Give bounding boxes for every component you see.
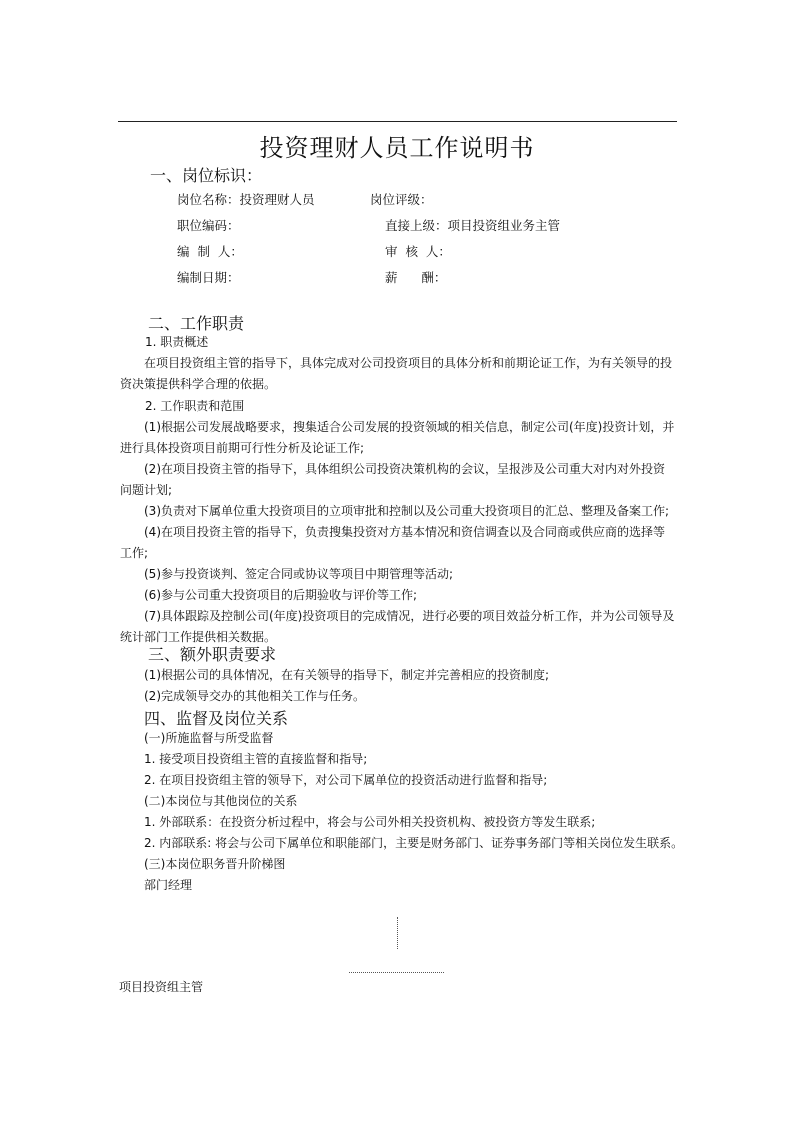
- section4-heading: 四、监督及岗位关系: [144, 709, 289, 728]
- overview-title: 1. 职责概述: [145, 335, 209, 349]
- relation-line: 1. 接受项目投资组主管的直接监督和指导;: [144, 752, 368, 766]
- extra-item: (2)完成领导交办的其他相关工作与任务。: [144, 689, 365, 703]
- scope-title: 2. 工作职责和范围: [145, 399, 245, 413]
- field-reviewer: 审 核 人：: [385, 244, 451, 259]
- overview-text: 在项目投资组主管的指导下，具体完成对公司投资项目的具体分析和前期论证工作，为有关领导的投资决策提供科学合理的依据。: [120, 356, 673, 391]
- duty-item: (7)具体跟踪及控制公司(年度)投资项目的完成情况，进行必要的项目效益分析工作，并为公司领导及统计部门工作提供相关数据。: [120, 609, 675, 644]
- document-title: 投资理财人员工作说明书: [259, 134, 535, 162]
- duty-item: (5)参与投资谈判、签定合同或协议等项目中期管理等活动;: [144, 567, 454, 581]
- ladder-bottom: 项目投资组主管: [119, 980, 204, 994]
- duty-item: (2)在项目投资主管的指导下，具体组织公司投资决策机构的会议，呈报涉及公司重大对内对外投资问题计划;: [120, 462, 666, 497]
- header-rule: [118, 121, 677, 122]
- relation-line: 2. 在项目投资组主管的领导下，对公司下属单位的投资活动进行监督和指导;: [144, 773, 548, 787]
- extra-item: (1)根据公司的具体情况，在有关领导的指导下，制定并完善相应的投资制度;: [144, 668, 550, 682]
- field-position-grade: 岗位评级：: [370, 192, 433, 207]
- field-direct-superior: 直接上级：项目投资组业务主管: [385, 218, 561, 233]
- duty-item: (3)负责对下属单位重大投资项目的立项审批和控制以及公司重大投资项目的汇总、整理及备案工作;: [144, 504, 670, 518]
- duty-item: (4)在项目投资主管的指导下，负责搜集投资对方基本情况和资信调查以及合同商或供应商的选择等工作;: [120, 525, 666, 560]
- ladder-top: 部门经理: [144, 878, 193, 892]
- field-author: 编 制 人：: [177, 244, 243, 259]
- duty-item: (6)参与公司重大投资项目的后期验收与评价等工作;: [144, 588, 418, 602]
- relation-line: (三)本岗位职务晋升阶梯图: [144, 857, 286, 871]
- field-salary: 薪 酬：: [385, 270, 447, 285]
- section2-heading: 二、工作职责: [148, 314, 245, 333]
- field-position-code: 职位编码：: [177, 218, 240, 233]
- relation-line: 2. 内部联系: 将会与公司下属单位和职能部门，主要是财务部门、证券事务部门等相关岗位发生联系。: [144, 836, 684, 850]
- section3-heading: 三、额外职责要求: [148, 645, 277, 664]
- field-position-name: 岗位名称：投资理财人员: [177, 192, 315, 207]
- relation-line: (二)本岗位与其他岗位的关系: [144, 794, 298, 808]
- ladder-connector-horizontal: [349, 972, 444, 973]
- ladder-connector-vertical: [397, 917, 398, 949]
- relation-line: (一)所施监督与所受监督: [144, 731, 274, 745]
- field-date: 编制日期：: [177, 270, 240, 285]
- section1-heading: 一、岗位标识：: [150, 166, 263, 185]
- duty-item: (1)根据公司发展战略要求，搜集适合公司发展的投资领域的相关信息，制定公司(年度)投资计划，并进行具体投资项目前期可行性分析及论证工作;: [120, 420, 675, 455]
- relation-line: 1. 外部联系：在投资分析过程中，将会与公司外相关投资机构、被投资方等发生联系;: [144, 815, 596, 829]
